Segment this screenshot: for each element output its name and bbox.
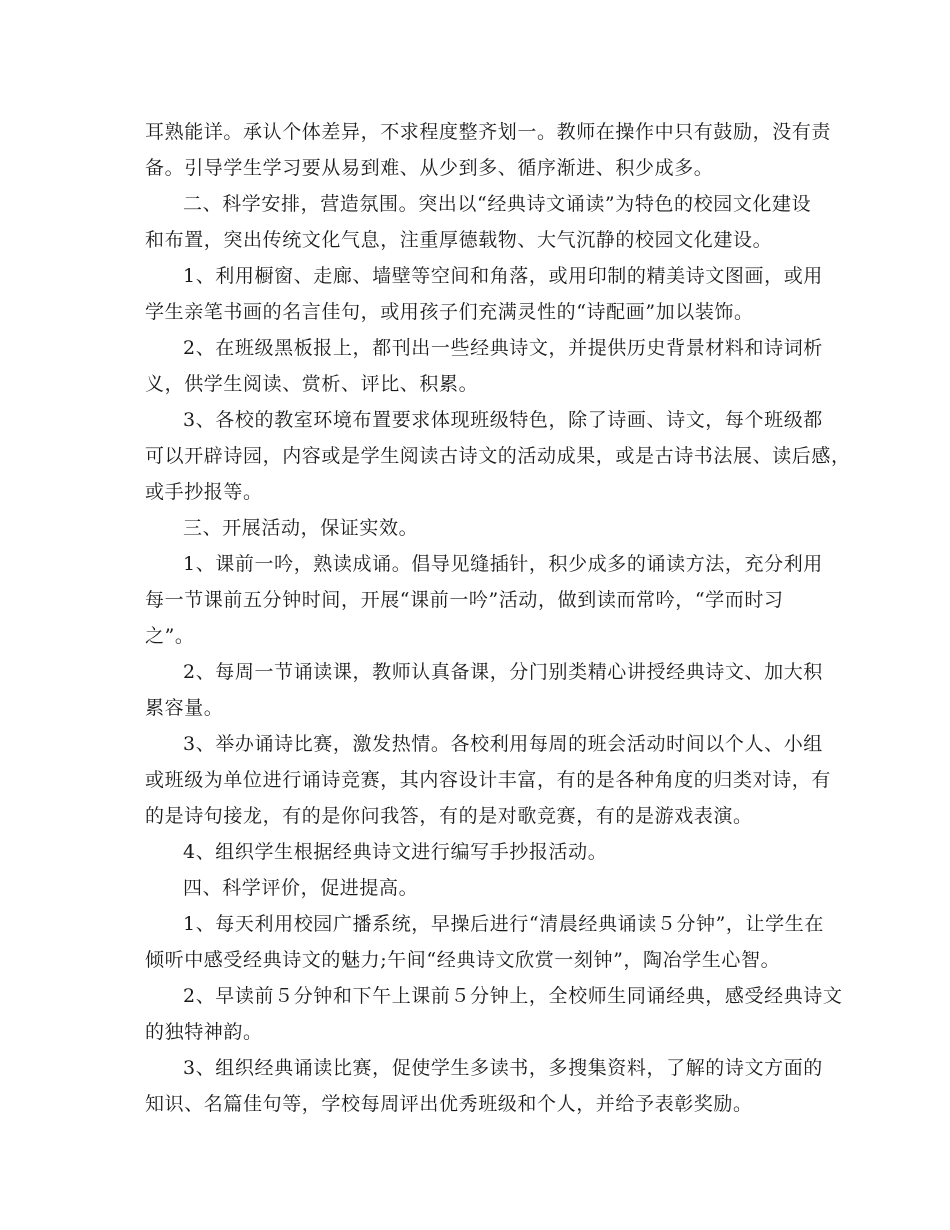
text-line: 1、每天利用校园广播系统，早操后进行“清晨经典诵读５分钟”，让学生在 — [183, 913, 824, 935]
text-line: 累容量。 — [145, 697, 224, 719]
text-line: 耳熟能详。承认个体差异，不求程度整齐划一。教师在操作中只有鼓励，没有责 — [145, 121, 832, 143]
text-line: 2、早读前５分钟和下午上课前５分钟上，全校师生同诵经典，感受经典诗文 — [183, 985, 843, 1007]
text-line: 可以开辟诗园，内容或是学生阅读古诗文的活动成果，或是古诗书法展、读后感， — [145, 445, 851, 467]
text-line: 学生亲笔书画的名言佳句，或用孩子们充满灵性的“诗配画”加以装饰。 — [145, 301, 754, 323]
text-line: 2、每周一节诵读课，教师认真备课，分门别类精心讲授经典诗文、加大积 — [183, 661, 823, 683]
text-line: 备。引导学生学习要从易到难、从少到多、循序渐进、积少成多。 — [145, 157, 714, 179]
text-line: 倾听中感受经典诗文的魅力;午间“经典诗文欣赏一刻钟”，陶冶学生心智。 — [145, 949, 781, 971]
text-line: 之”。 — [145, 625, 195, 647]
text-line: 或班级为单位进行诵诗竞赛，其内容设计丰富，有的是各种角度的归类对诗，有 — [145, 769, 832, 791]
text-line: 或手抄报等。 — [145, 481, 263, 503]
text-line: 义，供学生阅读、赏析、评比、积累。 — [145, 373, 479, 395]
text-line: 3、举办诵诗比赛，激发热情。各校利用每周的班会活动时间以个人、小组 — [183, 733, 823, 755]
text-line: 二、科学安排，营造氛围。突出以“经典诗文诵读”为特色的校园文化建设 — [183, 193, 812, 215]
text-line: 三、开展活动，保证实效。 — [183, 517, 419, 539]
text-line: 和布置，突出传统文化气息，注重厚德载物、大气沉静的校园文化建设。 — [145, 229, 773, 251]
text-line: 每一节课前五分钟时间，开展“课前一吟”活动，做到读而常吟，“学而时习 — [145, 589, 784, 611]
text-line: 知识、名篇佳句等，学校每周评出优秀班级和个人，并给予表彰奖励。 — [145, 1093, 753, 1115]
text-line: 1、课前一吟，熟读成诵。倡导见缝插针，积少成多的诵读方法，充分利用 — [183, 553, 823, 575]
text-line: 4、组织学生根据经典诗文进行编写手抄报活动。 — [183, 841, 608, 863]
text-line: 的是诗句接龙，有的是你问我答，有的是对歌竞赛，有的是游戏表演。 — [145, 805, 753, 827]
text-line: 2、在班级黑板报上，都刊出一些经典诗文，并提供历史背景材料和诗词析 — [183, 337, 823, 359]
text-line: 四、科学评价，促进提高。 — [183, 877, 419, 899]
document-body — [145, 114, 851, 1122]
text-line: 3、各校的教室环境布置要求体现班级特色，除了诗画、诗文，每个班级都 — [183, 409, 823, 431]
text-line: 1、利用橱窗、走廊、墙壁等空间和角落，或用印制的精美诗文图画，或用 — [183, 265, 823, 287]
text-line: 3、组织经典诵读比赛，促使学生多读书，多搜集资料，了解的诗文方面的 — [183, 1057, 823, 1079]
text-line: 的独特神韵。 — [145, 1021, 263, 1043]
